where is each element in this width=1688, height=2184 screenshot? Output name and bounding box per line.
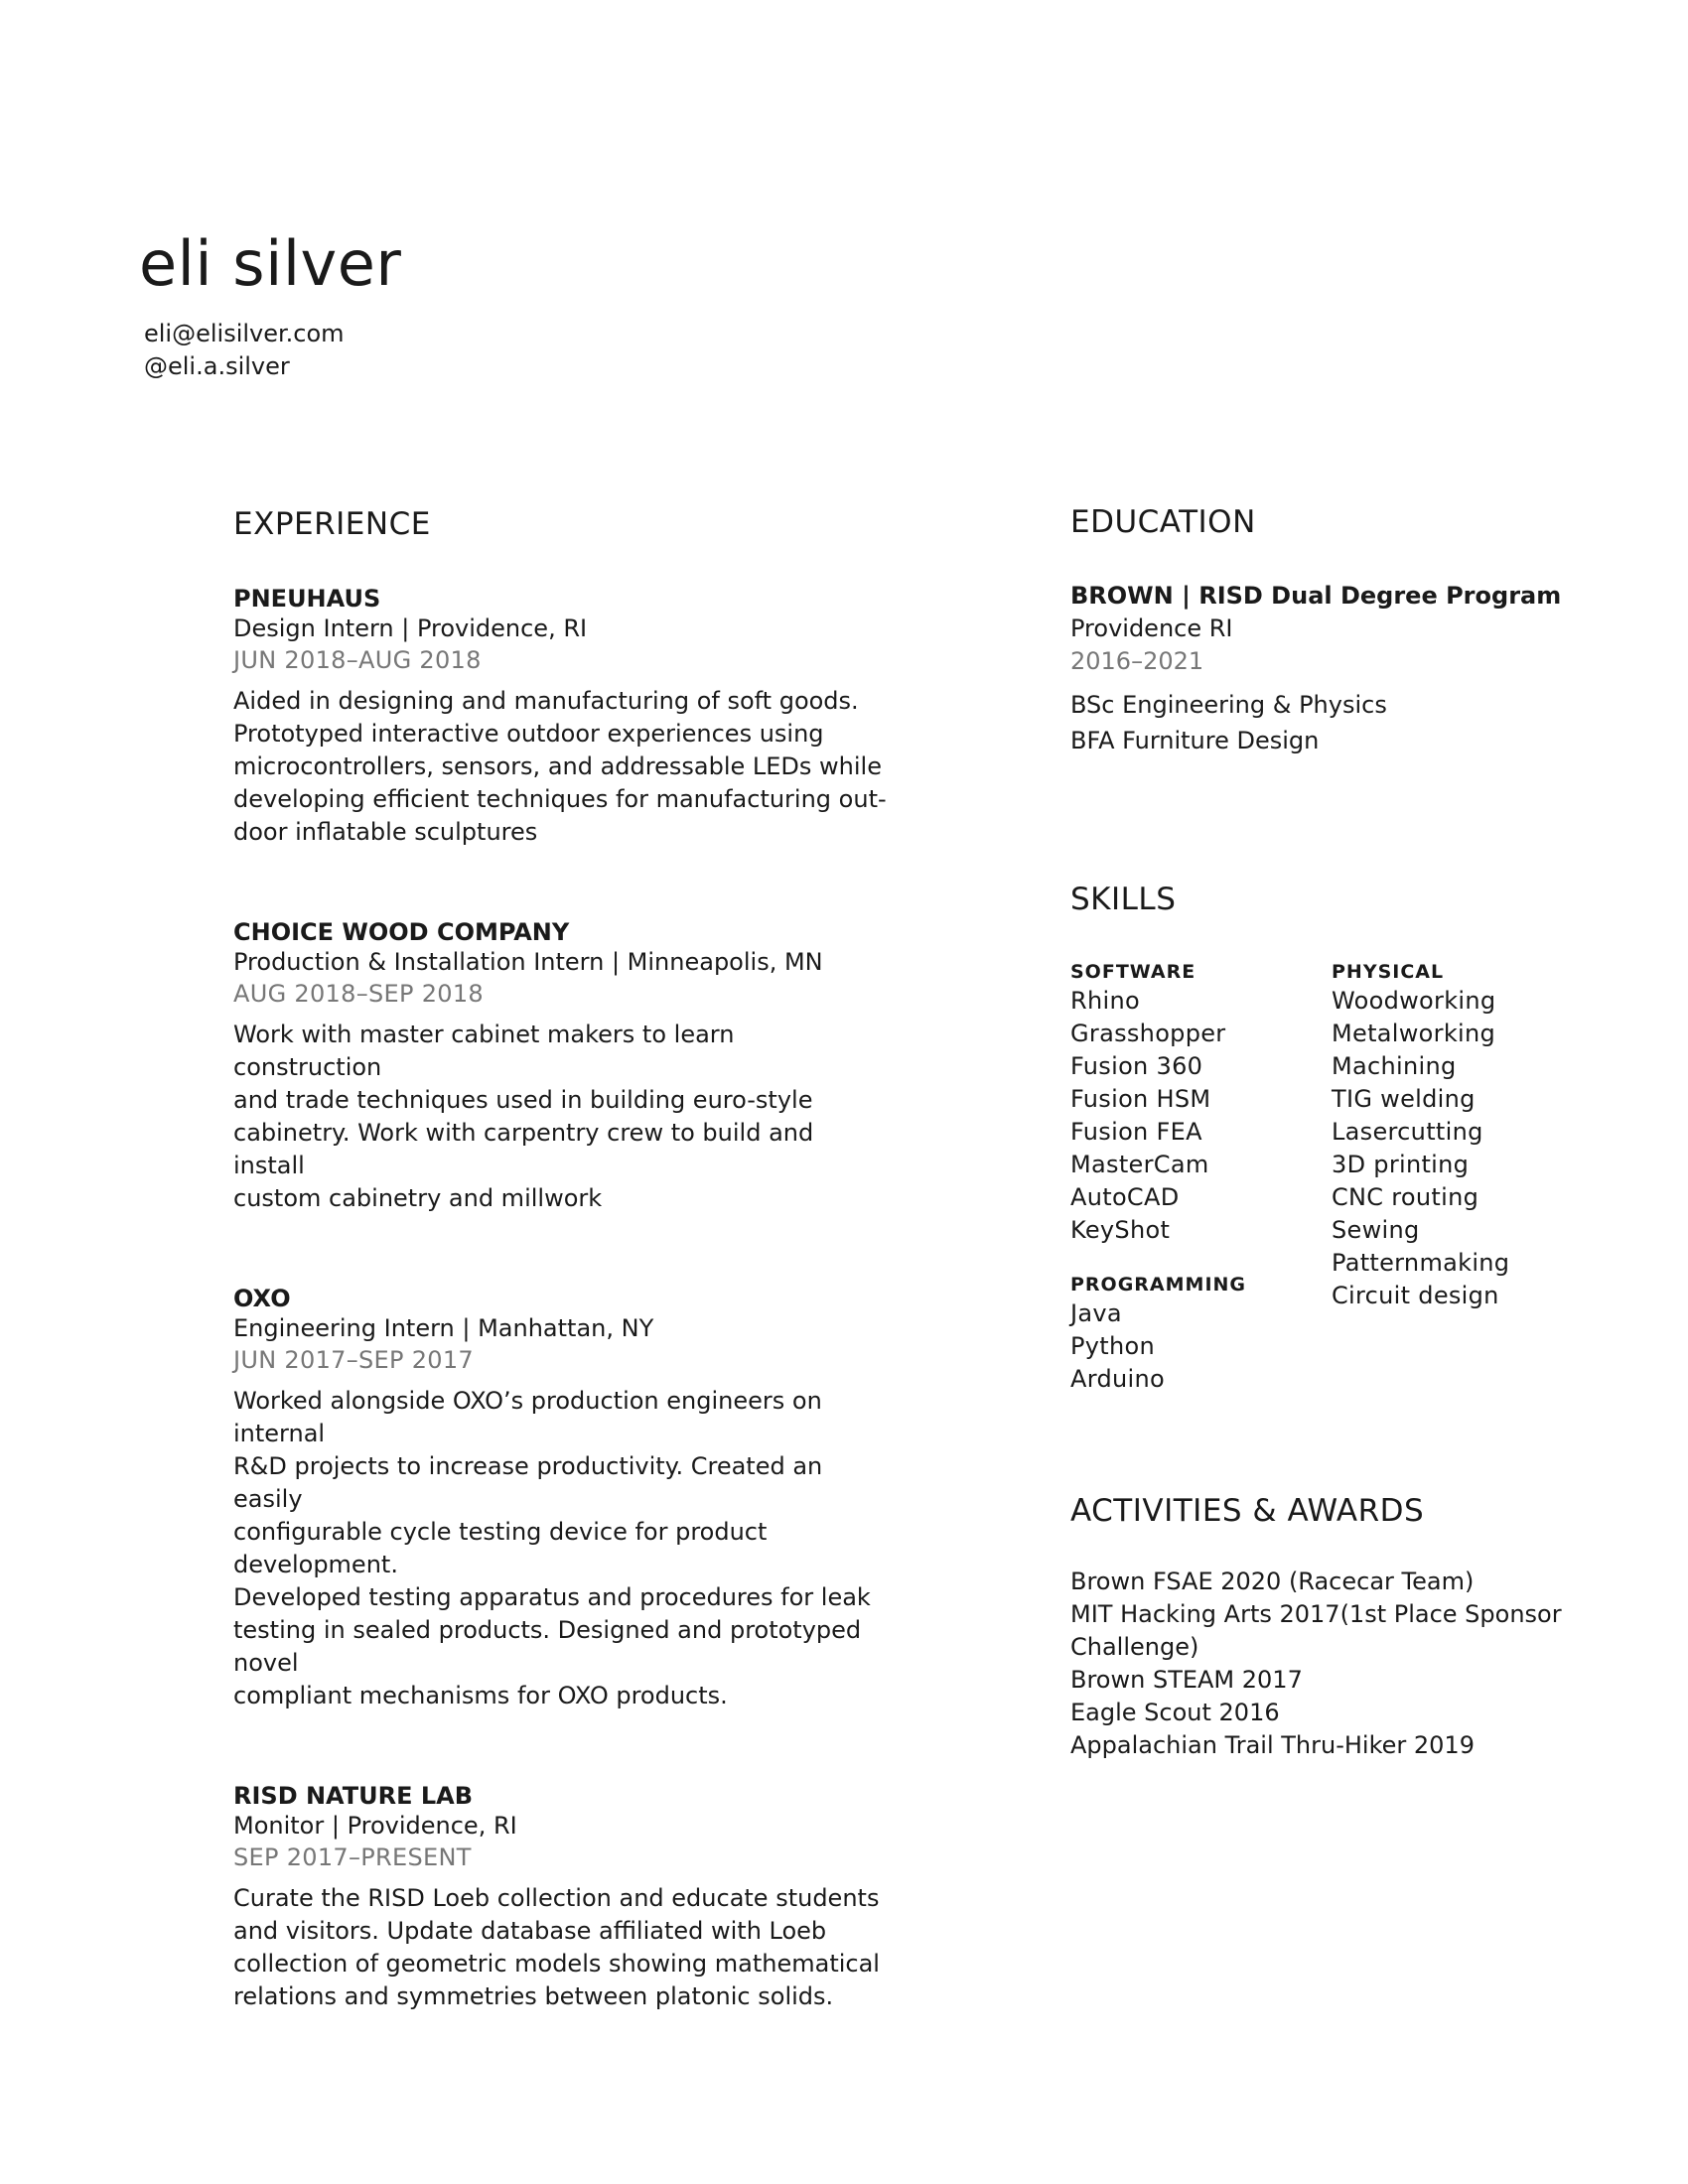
job-description-line: and trade techniques used in building euro-style xyxy=(233,1086,813,1114)
job-description-line: Work with master cabinet makers to learn construction xyxy=(233,1021,735,1081)
job-description xyxy=(233,685,889,849)
skill-item: 3D printing xyxy=(1332,1151,1470,1178)
activity-item: Appalachian Trail Thru-Hiker 2019 xyxy=(1070,1731,1475,1759)
section-title-education: EDUCATION xyxy=(1070,504,1256,540)
job-description xyxy=(233,1385,889,1712)
job-description-line: compliant mechanisms for OXO products. xyxy=(233,1682,728,1709)
skill-item: Fusion 360 xyxy=(1070,1052,1203,1080)
education-degrees xyxy=(1070,687,1626,758)
experience-section xyxy=(233,504,889,2013)
job-description-line: relations and symmetries between platonic solids. xyxy=(233,1982,834,2010)
skills-column-right xyxy=(1332,959,1509,1312)
job-description-line: Prototyped interactive outdoor experiences using xyxy=(233,720,824,748)
job-entry-pneuhaus xyxy=(233,584,889,849)
activity-item: MIT Hacking Arts 2017(1st Place Sponsor xyxy=(1070,1600,1562,1628)
activity-item: Challenge) xyxy=(1070,1633,1199,1661)
skills-grid xyxy=(1070,959,1626,1435)
job-description-line: Worked alongside OXO’s production engineers on internal xyxy=(233,1387,822,1447)
skill-item: KeyShot xyxy=(1070,1216,1171,1244)
skill-item: Grasshopper xyxy=(1070,1020,1226,1047)
education-degree: BFA Furniture Design xyxy=(1070,727,1320,754)
skill-item: Fusion HSM xyxy=(1070,1085,1211,1113)
skill-heading-physical: PHYSICAL xyxy=(1332,961,1445,983)
activity-item: Brown FSAE 2020 (Racecar Team) xyxy=(1070,1568,1475,1595)
skill-item: Sewing xyxy=(1332,1216,1420,1244)
skills-section xyxy=(1070,880,1626,1435)
job-description-line: testing in sealed products. Designed and prototyped novel xyxy=(233,1616,862,1677)
skill-heading-programming: PROGRAMMING xyxy=(1070,1274,1247,1296)
skill-item: Fusion FEA xyxy=(1070,1118,1202,1146)
skill-item: Woodworking xyxy=(1332,987,1496,1015)
job-entry-oxo xyxy=(233,1284,889,1712)
job-description-line: developing efficient techniques for manufacturing out- xyxy=(233,785,887,813)
email-text: eli@elisilver.com xyxy=(144,320,345,347)
job-description xyxy=(233,1882,889,2013)
job-role: Monitor | Providence, RI xyxy=(233,1812,517,1840)
section-title-experience: EXPERIENCE xyxy=(233,506,431,542)
skill-item: Lasercutting xyxy=(1332,1118,1483,1146)
job-description-line: microcontrollers, sensors, and addressable LEDs while xyxy=(233,752,882,780)
resume-name: eli silver xyxy=(139,227,402,300)
skill-item: Rhino xyxy=(1070,987,1140,1015)
section-title-skills: SKILLS xyxy=(1070,882,1177,917)
contact-block xyxy=(144,318,345,383)
activity-item: Eagle Scout 2016 xyxy=(1070,1699,1280,1726)
education-section xyxy=(1070,502,1626,758)
skill-item: Metalworking xyxy=(1332,1020,1496,1047)
skill-item: Python xyxy=(1070,1332,1155,1360)
job-description-line: collection of geometric models showing mathematical xyxy=(233,1950,880,1978)
skill-item: Machining xyxy=(1332,1052,1457,1080)
activities-list xyxy=(1070,1566,1626,1762)
job-company: OXO xyxy=(233,1285,291,1312)
job-company: PNEUHAUS xyxy=(233,585,381,613)
job-description-line: and visitors. Update database affiliated with Loeb xyxy=(233,1917,827,1945)
skill-item: TIG welding xyxy=(1332,1085,1476,1113)
education-school: BROWN | RISD Dual Degree Program xyxy=(1070,582,1562,610)
job-description-line: configurable cycle testing device for product development. xyxy=(233,1518,768,1578)
job-description-line: Aided in designing and manufacturing of soft goods. xyxy=(233,687,859,715)
job-description-line: Curate the RISD Loeb collection and educate students xyxy=(233,1884,880,1912)
job-dates: JUN 2017–SEP 2017 xyxy=(233,1346,474,1374)
job-description-line: R&D projects to increase productivity. Created an easily xyxy=(233,1452,823,1513)
skill-heading-software: SOFTWARE xyxy=(1070,961,1196,983)
job-company: CHOICE WOOD COMPANY xyxy=(233,918,570,946)
job-dates: SEP 2017–PRESENT xyxy=(233,1843,472,1871)
education-location: Providence RI xyxy=(1070,614,1233,642)
job-description-line: custom cabinetry and millwork xyxy=(233,1184,603,1212)
section-title-activities: ACTIVITIES & AWARDS xyxy=(1070,1493,1425,1529)
skill-item: AutoCAD xyxy=(1070,1183,1180,1211)
skills-column-left xyxy=(1070,959,1246,1396)
skill-item: CNC routing xyxy=(1332,1183,1479,1211)
job-dates: AUG 2018–SEP 2018 xyxy=(233,980,484,1008)
education-degree: BSc Engineering & Physics xyxy=(1070,691,1387,719)
job-description-line: door inflatable sculptures xyxy=(233,818,538,846)
education-dates: 2016–2021 xyxy=(1070,647,1204,675)
job-description-line: Developed testing apparatus and procedures for leak xyxy=(233,1583,871,1611)
job-role: Engineering Intern | Manhattan, NY xyxy=(233,1314,654,1342)
skill-item: MasterCam xyxy=(1070,1151,1209,1178)
skill-item: Java xyxy=(1070,1299,1122,1327)
right-column xyxy=(1070,502,1626,1762)
skill-item: Patternmaking xyxy=(1332,1249,1510,1277)
social-handle: @eli.a.silver xyxy=(144,352,290,380)
skill-item: Circuit design xyxy=(1332,1282,1499,1309)
job-dates: JUN 2018–AUG 2018 xyxy=(233,646,482,674)
skill-item: Arduino xyxy=(1070,1365,1165,1393)
job-role: Design Intern | Providence, RI xyxy=(233,614,588,642)
job-company: RISD NATURE LAB xyxy=(233,1782,474,1810)
job-description xyxy=(233,1019,889,1215)
job-description-line: cabinetry. Work with carpentry crew to build and install xyxy=(233,1119,814,1179)
job-role: Production & Installation Intern | Minneapolis, MN xyxy=(233,948,823,976)
job-entry-choice-wood xyxy=(233,917,889,1215)
job-entry-risd-nature-lab xyxy=(233,1781,889,2013)
activity-item: Brown STEAM 2017 xyxy=(1070,1666,1303,1694)
activities-section xyxy=(1070,1491,1626,1762)
